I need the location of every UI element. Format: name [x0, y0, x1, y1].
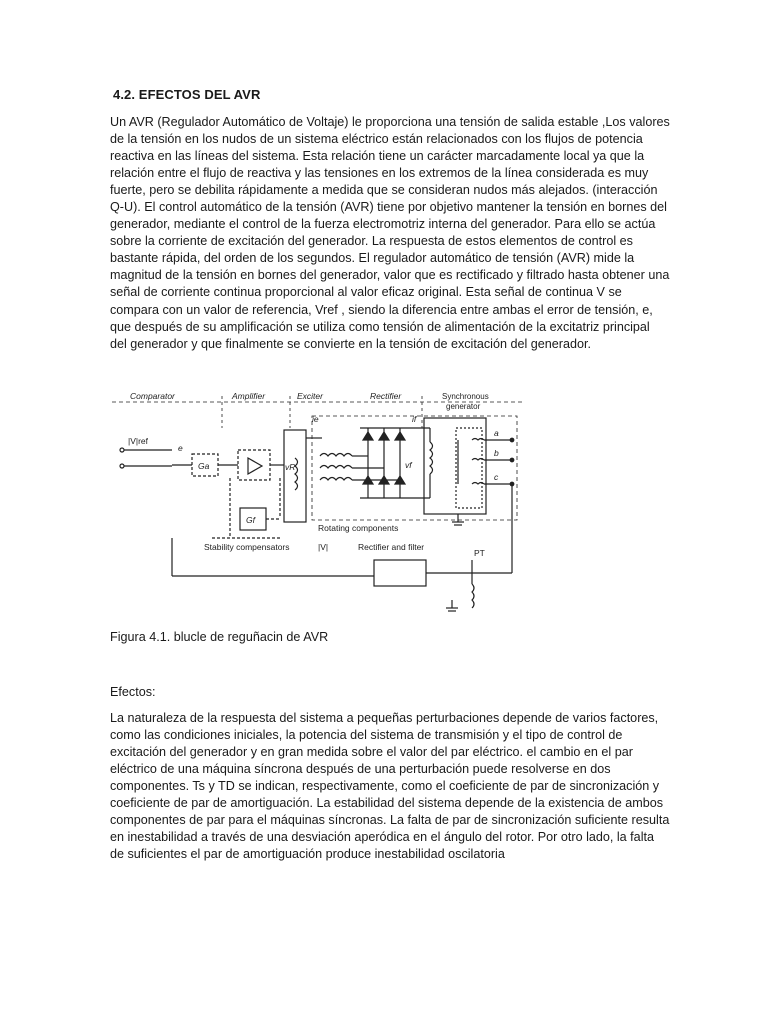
label-ga: Ga: [198, 461, 210, 471]
intro-paragraph: Un AVR (Regulador Automático de Voltaje) le proporciona una tensión de salida estable ,Los valores de la tensión en los nudos de un sistema eléctrico están relacionados con los flujos de potencia reactiva en las líneas del sistema. Esta relación tiene un carácter marcadamente local ya que la relación entre el flujo de reactiva y las tensiones en los extremos de la línea considerada es muy fuerte, pero se debilita rápidamente a medida que se consideran nudos más alejados. (interacción Q-U). El control automático de la tensión (AVR) tiene por objetivo mantener la tensión en bornes del generador, mediante el control de la fuerza electromotriz interna del generador. Para ello se actúa sobre la corriente de excitación del generador. La respuesta de estos elementos de control es bastante rápida, del orden de los segundos. El regulador automático de tensión (AVR) mide la magnitud de la tensión en bornes del generador, valor que es rectificado y filtrado hasta obtener una señal de corriente continua proporcional al valor eficaz original. Esta señal de continua V se compara con un valor de referencia, Vref , siendo la diferencia entre ambas el error de tensión, e, que después de su amplificación se utiliza como tensión de alimentación de la excitatriz principal del generador y que finalmente se convierte en la tensión de excitación del generador.: [110, 115, 670, 351]
figure-caption: Figura 4.1. blucle de reguñacin de AVR: [110, 630, 329, 644]
label-phase-c: c: [494, 472, 499, 482]
label-comparator: Comparator: [130, 391, 175, 401]
label-v-abs: |V|: [318, 542, 329, 552]
label-error: e: [178, 443, 183, 453]
label-synchronous: Synchronous: [442, 392, 489, 401]
label-rect-filter: Rectifier and filter: [358, 542, 425, 552]
label-vr: vR: [285, 462, 296, 472]
label-pt: PT: [474, 548, 485, 558]
label-rotating: Rotating components: [318, 523, 399, 533]
label-ie: ie: [312, 414, 319, 424]
label-vref: |V|ref: [128, 436, 149, 446]
label-exciter: Exciter: [297, 391, 323, 401]
label-if: if: [412, 414, 417, 424]
effects-paragraph: La naturaleza de la respuesta del sistema a pequeñas perturbaciones depende de varios factores, como las condiciones iniciales, la potencia del sistema de transmisión y el tipo de control de excitación del generador y en gran medida sobre el valor del par eléctrico. el cambio en el par eléctrico de una máquina síncrona después de una perturbación puede resolverse en dos componentes. Ts y TD se indican, respectivamente, como el coeficiente de par de sincronización y coeficiente de par de amortiguación. La estabilidad del sistema depende de la existencia de ambos componentes de par para el máquinas síncronas. La falta de par de sincronización suficiente resulta en inestabilidad a través de una desviación aperódica en el ángulo del rotor. Por otro lado, la falta de suficientes el par de amortiguación produce inestabilidad oscilatoria: [110, 711, 670, 862]
section-heading: 4.2. EFECTOS DEL AVR: [113, 87, 261, 102]
avr-block-diagram: [112, 388, 522, 620]
label-vf: vf: [405, 460, 412, 470]
label-generator: generator: [446, 402, 481, 411]
label-rectifier: Rectifier: [370, 391, 402, 401]
label-gf: Gf: [246, 515, 255, 525]
label-stability: Stability compensators: [204, 542, 290, 552]
label-phase-a: a: [494, 428, 499, 438]
effects-subheading: Efectos:: [110, 685, 156, 699]
label-amplifier: Amplifier: [232, 391, 266, 401]
label-phase-b: b: [494, 448, 499, 458]
